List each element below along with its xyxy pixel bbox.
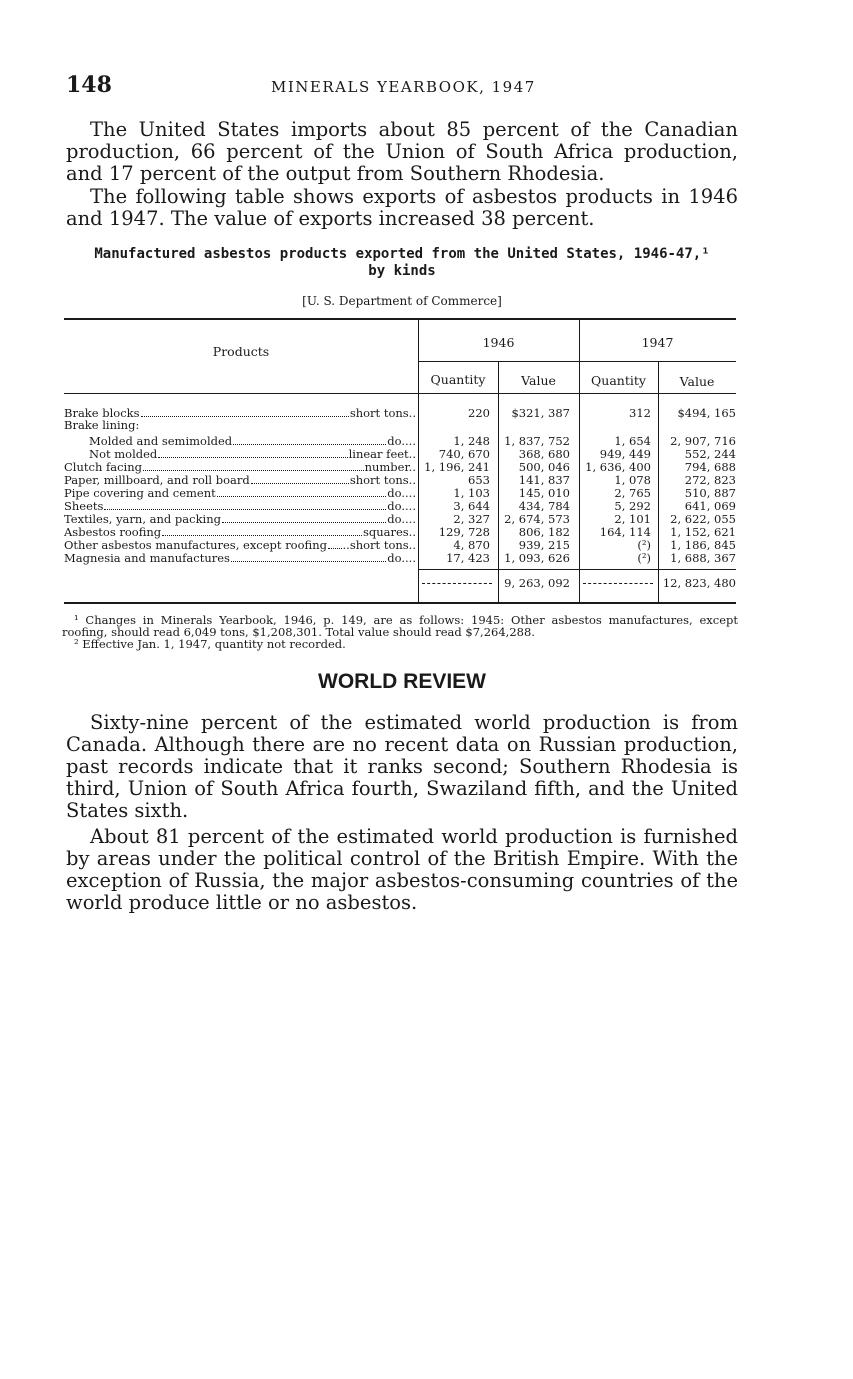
header-year-1947: 1947 bbox=[641, 335, 674, 350]
row-label: Sheets bbox=[64, 500, 104, 513]
row-unit: do.... bbox=[387, 552, 416, 565]
footnote-2: ² Effective Jan. 1, 1947, quantity not recorded. bbox=[74, 637, 346, 651]
value-1947: 2, 907, 716 bbox=[670, 434, 736, 448]
page-header bbox=[66, 72, 736, 102]
total-value-1946: 9, 263, 092 bbox=[504, 576, 570, 590]
quantity-1946: 4, 870 bbox=[453, 538, 490, 552]
paragraph-imports: The United States imports about 85 percent of the Canadian production, 66 percent of the Union of South Africa production, and 17 percent of the output from Southern Rhodesia. bbox=[66, 118, 738, 185]
value-1946: 1, 093, 626 bbox=[504, 551, 570, 565]
value-1947: 1, 152, 621 bbox=[670, 525, 736, 539]
quantity-1947: 949, 449 bbox=[599, 447, 651, 461]
row-label: Clutch facing bbox=[64, 461, 143, 474]
row-label: Other asbestos manufactures, except roofing bbox=[64, 539, 327, 552]
exports-table bbox=[64, 318, 736, 608]
value-1947: 552, 244 bbox=[684, 447, 736, 461]
value-1947: 272, 823 bbox=[684, 473, 736, 487]
row-label: Brake lining: bbox=[64, 419, 140, 432]
value-1947: 1, 688, 367 bbox=[670, 551, 736, 565]
row-unit: do.... bbox=[387, 435, 416, 448]
header-year-1946: 1946 bbox=[482, 335, 515, 350]
table-top-rule bbox=[64, 318, 736, 320]
value-1946: 806, 182 bbox=[518, 525, 570, 539]
table-title bbox=[66, 246, 738, 280]
paragraph-exports: The following table shows exports of asbestos products in 1946 and 1947. The value of exports increased 38 percent. bbox=[66, 185, 738, 230]
quantity-1947: 312 bbox=[629, 406, 651, 420]
row-unit: do.... bbox=[387, 487, 416, 500]
value-1946: 434, 784 bbox=[518, 499, 570, 513]
row-unit: do.... bbox=[387, 513, 416, 526]
quantity-1947: 164, 114 bbox=[599, 525, 651, 539]
row-label: Magnesia and manufactures bbox=[64, 552, 230, 565]
quantity-1946: 1, 196, 241 bbox=[424, 460, 490, 474]
value-1947: 641, 069 bbox=[684, 499, 736, 513]
row-label: Paper, millboard, and roll board bbox=[64, 474, 250, 487]
header-quantity-1946: Quantity bbox=[430, 372, 486, 387]
value-1946: 368, 680 bbox=[518, 447, 570, 461]
footnote-1: ¹ Changes in Minerals Yearbook, 1946, p. 149, are as follows: 1945: Other asbestos manufactures, except roofing, should read 6,049 tons, $1,208,301. Total value should read $7,264,288. bbox=[62, 613, 738, 639]
quantity-1947: 1, 078 bbox=[614, 473, 651, 487]
quantity-1946: 1, 103 bbox=[453, 486, 490, 500]
value-1947: 510, 887 bbox=[684, 486, 736, 500]
row-unit: number.. bbox=[364, 461, 416, 474]
row-label: Pipe covering and cement bbox=[64, 487, 216, 500]
row-unit: squares.. bbox=[362, 526, 416, 539]
header-bottom-rule bbox=[64, 393, 736, 394]
value-1946: 145, 010 bbox=[518, 486, 570, 500]
header-value-1947: Value bbox=[679, 374, 715, 389]
table-row bbox=[64, 539, 736, 552]
table-title-line2: by kinds bbox=[368, 263, 436, 279]
quantity-1946: 129, 728 bbox=[438, 525, 490, 539]
row-unit: short tons.. bbox=[349, 407, 416, 420]
quantity-1946: 3, 644 bbox=[453, 499, 490, 513]
value-1946: 939, 215 bbox=[518, 538, 570, 552]
paragraph-british-empire: About 81 percent of the estimated world production is furnished by areas under the political control of the British Empire. With the exception of Russia, the major asbestos-consuming countries of the world produce little or no asbestos. bbox=[66, 825, 738, 914]
quantity-1947: (²) bbox=[637, 538, 651, 552]
row-unit: ..short tons.. bbox=[342, 539, 416, 552]
quantity-1946: 220 bbox=[468, 406, 490, 420]
value-1947: 2, 622, 055 bbox=[670, 512, 736, 526]
quantity-1947: 2, 101 bbox=[614, 512, 651, 526]
value-1946: 2, 674, 573 bbox=[504, 512, 570, 526]
table-footnotes bbox=[62, 614, 738, 650]
row-label: Textiles, yarn, and packing bbox=[64, 513, 221, 526]
value-1947: 1, 186, 845 bbox=[670, 538, 736, 552]
section-heading: WORLD REVIEW bbox=[318, 670, 486, 693]
table-title-line1: Manufactured asbestos products exported from the United States, 1946-47,¹ bbox=[94, 246, 710, 262]
quantity-1946: 653 bbox=[468, 473, 490, 487]
totals-row bbox=[64, 577, 736, 590]
year-header-rule bbox=[418, 361, 736, 362]
row-unit: short tons.. bbox=[349, 474, 416, 487]
quantity-1946: 17, 423 bbox=[446, 551, 490, 565]
quantity-1947: (²) bbox=[637, 551, 651, 565]
header-quantity-1947: Quantity bbox=[591, 373, 646, 388]
row-label: Brake blocks bbox=[64, 407, 140, 420]
table-row bbox=[64, 526, 736, 539]
quantity-1946: 1, 248 bbox=[453, 434, 490, 448]
quantity-1947: 2, 765 bbox=[614, 486, 651, 500]
quantity-1947: 5, 292 bbox=[614, 499, 651, 513]
table-row bbox=[64, 552, 736, 565]
table-source: [U. S. Department of Commerce] bbox=[302, 294, 502, 308]
header-products: Products bbox=[212, 344, 270, 359]
value-1947: $494, 165 bbox=[677, 406, 736, 420]
totals-rule bbox=[418, 569, 736, 570]
row-label: Molded and semimolded bbox=[89, 435, 233, 448]
row-unit: do.... bbox=[387, 500, 416, 513]
paragraph-world-production: Sixty-nine percent of the estimated world production is from Canada. Although there are no recent data on Russian production, past records indicate that it ranks second; Southern Rhodesia is third, Union of South Africa fourth, Swaziland fifth, and the United States sixth. bbox=[66, 711, 738, 822]
running-head: MINERALS YEARBOOK, 1947 bbox=[271, 78, 536, 96]
table-row bbox=[64, 419, 736, 432]
header-value-1946: Value bbox=[521, 373, 556, 388]
value-1946: 141, 837 bbox=[518, 473, 570, 487]
value-1946: 1, 837, 752 bbox=[504, 434, 570, 448]
quantity-1947: 1, 654 bbox=[614, 434, 651, 448]
page-number: 148 bbox=[66, 72, 112, 98]
quantity-1946: 2, 327 bbox=[453, 512, 490, 526]
value-1947: 794, 688 bbox=[684, 460, 736, 474]
table-bottom-rule bbox=[64, 602, 736, 604]
row-unit: linear feet.. bbox=[348, 448, 416, 461]
value-1946: $321, 387 bbox=[511, 406, 570, 420]
quantity-1946: 740, 670 bbox=[438, 447, 490, 461]
row-label: Asbestos roofing bbox=[64, 526, 162, 539]
total-value-1947: 12, 823, 480 bbox=[662, 576, 736, 590]
row-label: Not molded bbox=[89, 448, 158, 461]
value-1946: 500, 046 bbox=[518, 460, 570, 474]
quantity-1947: 1, 636, 400 bbox=[585, 460, 651, 474]
